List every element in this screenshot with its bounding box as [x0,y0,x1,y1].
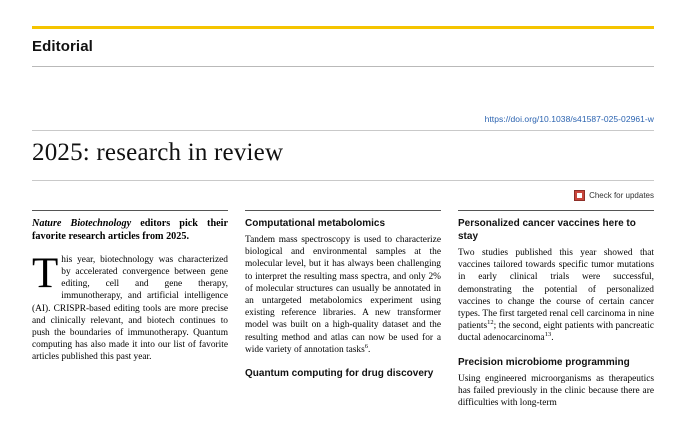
paragraph-text: Tandem mass spectroscopy is used to characterize biological and environmental samples at the molecular level, but it has always been challenging to interpret the resulting mass spectra, and only 2% of molecular structures can usually be annotated in an untargeted metabolomics experiment using existing reference libraries. A new transformer model was built on a high-quality dataset and the resulting method and atlas can now be used for a wide variety of annotation tasks [245,235,441,355]
paragraph-computational-metabolomics [245,234,441,356]
reference-marker[interactable]: 12 [487,319,494,327]
section-label-divider [32,66,654,67]
doi-link[interactable]: https://doi.org/10.1038/s41587-025-02961-w [484,114,654,124]
page-title: 2025: research in review [32,139,284,166]
paragraph-text-end: . [368,344,371,355]
check-for-updates-label: Check for updates [589,191,654,200]
section-label: Editorial [32,38,93,55]
opening-paragraph [32,249,228,364]
column-two [245,210,441,409]
check-for-updates-badge-icon [574,190,585,201]
drop-cap: T [32,249,59,297]
top-yellow-rule [32,26,654,29]
reference-marker[interactable]: 6 [364,342,369,350]
lede-rest: editors pick their favorite research articles from 2025. [32,218,228,243]
opening-paragraph-text: his year, biotechnology was characterized by accelerated convergence between gene editing, cell and gene therapy, immunotherapy, and artificial intelligence (AI). CRISPR-based editing tools are more precise and clinically relevant, and biotech continues to push the boundaries of immunotherapy. Quantum computing has also made it into our list of favorite articles published this past year. [32,254,228,363]
column-three [458,210,654,409]
paragraph-text-mid: ; the second, eight patients with pancreatic ductal adenocarcinoma [458,321,654,344]
column-top-rule [458,210,654,211]
lede-paragraph [32,217,228,244]
paragraph-text: Two studies published this year showed that vaccines tailored towards specific tumor mutations in early clinical trials were successful, demonstrating the potential of personalized vaccines to change the course of certain cancer types. The first targeted renal cell carcinoma in nine patients [458,248,654,332]
paragraph-cancer-vaccines [458,247,654,345]
title-divider [32,180,654,181]
column-top-rule [245,210,441,211]
lede-journal-name: Nature Biotechnology [32,218,132,229]
heading-computational-metabolomics: Computational metabolomics [245,218,386,229]
column-one [32,210,228,409]
article-columns [32,210,654,409]
column-top-rule [32,210,228,211]
check-for-updates[interactable] [574,190,654,201]
paragraph-precision-microbiome: Using engineered microorganisms as therapeutics has failed previously in the clinic because there are difficulties with long-term [458,373,654,409]
heading-personalized-cancer-vaccines: Personalized cancer vaccines here to stay [458,218,636,242]
heading-precision-microbiome: Precision microbiome programming [458,356,630,368]
heading-quantum-computing: Quantum computing for drug discovery [245,368,434,380]
paragraph-text-end: . [551,333,554,344]
doi-divider [32,130,654,131]
reference-marker[interactable]: 13 [544,331,552,339]
